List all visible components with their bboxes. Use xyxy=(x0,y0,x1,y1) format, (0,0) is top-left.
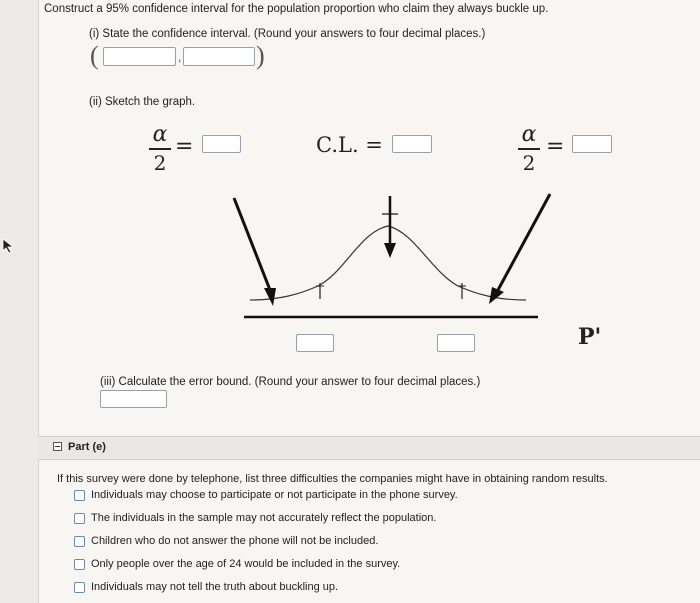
option-4-label: Only people over the age of 24 would be included in the survey. xyxy=(91,558,401,570)
left-alpha-denominator: 2 xyxy=(153,151,167,175)
interval-comma: , xyxy=(178,52,182,64)
left-tail-arrowhead xyxy=(264,288,276,306)
confidence-level-label: C.L. = xyxy=(316,133,383,157)
option-4-checkbox[interactable] xyxy=(74,559,85,570)
part-e-header[interactable] xyxy=(38,436,700,460)
part-e-prompt: If this survey were done by telephone, list three difficulties the companies might have in obtaining random results. xyxy=(57,473,608,485)
option-3-checkbox[interactable] xyxy=(74,536,85,547)
option-5-checkbox[interactable] xyxy=(74,582,85,593)
part-iii-label: (iii) Calculate the error bound. (Round your answer to four decimal places.) xyxy=(100,376,481,388)
lower-bound-input[interactable] xyxy=(296,334,334,352)
left-equals-sign: = xyxy=(175,134,194,159)
right-equals-sign: = xyxy=(546,134,565,159)
option-1-label: Individuals may choose to participate or not participate in the phone survey. xyxy=(91,489,458,501)
question-prompt: Construct a 95% confidence interval for the population proportion who claim they always buckle up. xyxy=(44,3,549,15)
option-3-label: Children who do not answer the phone will not be included. xyxy=(91,535,379,547)
upper-bound-input[interactable] xyxy=(437,334,475,352)
axis-label-p-prime: P' xyxy=(578,324,602,350)
interval-close-paren: ) xyxy=(256,41,265,70)
part-e-title: Part (e) xyxy=(68,441,106,453)
left-tail-arrow xyxy=(234,198,270,290)
part-ii-label: (ii) Sketch the graph. xyxy=(89,96,196,108)
option-2-checkbox[interactable] xyxy=(74,513,85,524)
center-arrowhead xyxy=(384,243,396,258)
option-2-label: The individuals in the sample may not accurately reflect the population. xyxy=(91,512,437,524)
interval-open-paren: ( xyxy=(90,41,99,70)
right-tail-arrow xyxy=(498,194,550,290)
right-alpha-symbol: α xyxy=(521,122,537,147)
option-5-label: Individuals may not tell the truth about buckling up. xyxy=(91,581,339,593)
collapse-toggle-icon[interactable] xyxy=(53,442,62,451)
error-bound-input[interactable] xyxy=(100,390,167,408)
option-1-checkbox[interactable] xyxy=(74,490,85,501)
part-i-label: (i) State the confidence interval. (Round your answers to four decimal places.) xyxy=(89,28,486,40)
left-alpha-symbol: α xyxy=(152,122,168,147)
right-tail-arrowhead xyxy=(489,287,504,304)
right-alpha-denominator: 2 xyxy=(522,151,536,175)
normal-curve xyxy=(250,226,526,300)
